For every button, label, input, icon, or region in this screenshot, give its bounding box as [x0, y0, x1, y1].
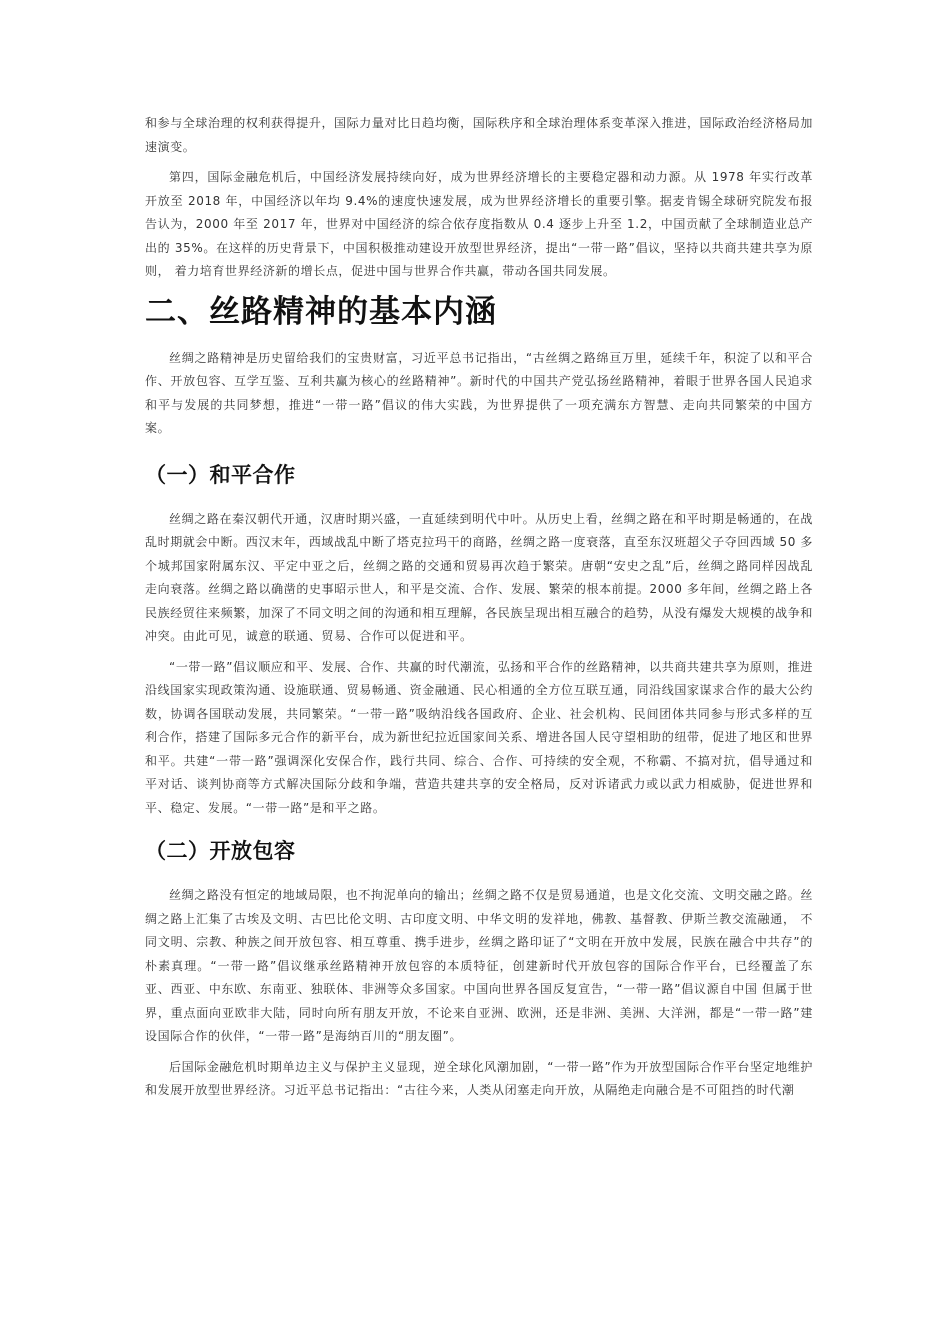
section-heading-silk-road-spirit: 二、丝路精神的基本内涵 — [145, 293, 497, 330]
subheading-peace-cooperation: （一）和平合作 — [145, 462, 296, 487]
paragraph-peace-history: 丝绸之路在秦汉朝代开通，汉唐时期兴盛，一直延续到明代中叶。从历史上看，丝绸之路在和平时期是畅通的，在战乱时期就会中断。西汉末年，西域战乱中断了塔克拉玛干的商路，丝绸之路一度衰落，直至东汉班超父子夺回西域 50 多个城邦国家附属东汉、平定中亚之后，丝绸之路的交通和贸易再次趋于繁荣。唐朝“安史之乱”后，丝绸之路同样因战乱走向衰落。丝绸之路以确凿的史事昭示世人，和平是交流、合作、发展、繁荣的根本前提。2000 多年间，丝绸之路上各民族经贸往来频繁，加深了不同文明之间的沟通和相互理解，各民族呈现出相互融合的趋势，从没有爆发大规模的战争和冲突。由此可见，诚意的联通、贸易、合作可以促进和平。 — [145, 511, 813, 643]
paragraph-peace-belt-road: “一带一路”倡议顺应和平、发展、合作、共赢的时代潮流，弘扬和平合作的丝路精神，以共商共建共享为原则，推进沿线国家实现政策沟通、设施联通、贸易畅通、资金融通、民心相通的全方位互联互通，同沿线国家谋求合作的最大公约数，协调各国联动发展，共同繁荣。“一带一路”吸纳沿线各国政府、企业、社会机构、民间团体共同参与形式多样的互利合作，搭建了国际多元合作的新平台，成为新世纪拉近国家间关系、增进各国人民守望相助的纽带，促进了地区和世界和平。共建“一带一路”强调深化安保合作，践行共同、综合、合作、可持续的安全观，不称霸、不搞对抗，倡导通过和平对话、谈判协商等方式解决国际分歧和争端，营造共建共享的安全格局，反对诉诸武力或以武力相威胁，促进世界和平、稳定、发展。“一带一路”是和平之路。 — [145, 659, 813, 815]
paragraph-openness-history: 丝绸之路没有恒定的地域局限，也不拘泥单向的输出；丝绸之路不仅是贸易通道，也是文化交流、文明交融之路。丝绸之路上汇集了古埃及文明、古巴比伦文明、古印度文明、中华文明的发祥地，佛教、基督教、伊斯兰教交流融通， 不同文明、宗教、种族之间开放包容、相互尊重、携手进步，丝绸之路印证了“文明在开放中发展，民族在融合中共存”的朴素真理。“一带一路”倡议继承丝路精神开放包容的本质特征，创建新时代开放包容的国际合作平台，已经覆盖了东亚、西亚、中东欧、东南亚、独联体、非洲等众多国家。中国向世界各国反复宣告，“一带一路”倡议源自中国 但属于世界，重点面向亚欧非大陆，同时向所有朋友开放，不论来自亚洲、欧洲，还是非洲、美洲、大洋洲，都是“一带一路”建设国际合作的伙伴，“一带一路”是海纳百川的“朋友圈”。 — [145, 888, 813, 1043]
paragraph-silk-road-spirit-intro: 丝绸之路精神是历史留给我们的宝贵财富，习近平总书记指出，“古丝绸之路绵亘万里，延续千年，积淀了以和平合作、开放包容、互学互鉴、互利共赢为核心的丝路精神”。新时代的中国共产党弘扬丝路精神，着眼于世界各国人民追求和平与发展的共同梦想，推进“一带一路”倡议的伟大实践，为世界提供了一项充满东方智慧、走向共同繁荣的中国方案。 — [145, 350, 813, 435]
paragraph-openness-post-crisis: 后国际金融危机时期单边主义与保护主义显现，逆全球化风潮加剧，“一带一路”作为开放型国际合作平台坚定地维护和发展开放型世界经济。习近平总书记指出：“古往今来，人类从闭塞走向开放，从隔绝走向融合是不可阻挡的时代潮 — [145, 1059, 813, 1097]
subheading-openness-inclusiveness: （二）开放包容 — [145, 839, 296, 863]
paragraph-intro-continuation: 和参与全球治理的权利获得提升，国际力量对比日趋均衡，国际秩序和全球治理体系变革深入推进，国际政治经济格局加速演变。 — [145, 116, 813, 154]
paragraph-fourth-point: 第四，国际金融危机后，中国经济发展持续向好，成为世界经济增长的主要稳定器和动力源。从 1978 年实行改革开放至 2018 年，中国经济以年均 9.4%的速度快速发展，成为世界经济增长的重要引擎。据麦肯锡全球研究院发布报告认为，2000 年至 2017 年，世界对中国经济的综合依存度指数从 0.4 逐步上升至 1.2，中国贡献了全球制造业总产出的 35%。在这样的历史背景下，中国积极推动建设开放型世界经济，提出“一带一路”倡议，坚持以共商共建共享为原则， 着力培育世界经济新的增长点，促进中国与世界合作共赢，带动各国共同发展。 — [145, 170, 813, 278]
document-page — [145, 112, 813, 1103]
